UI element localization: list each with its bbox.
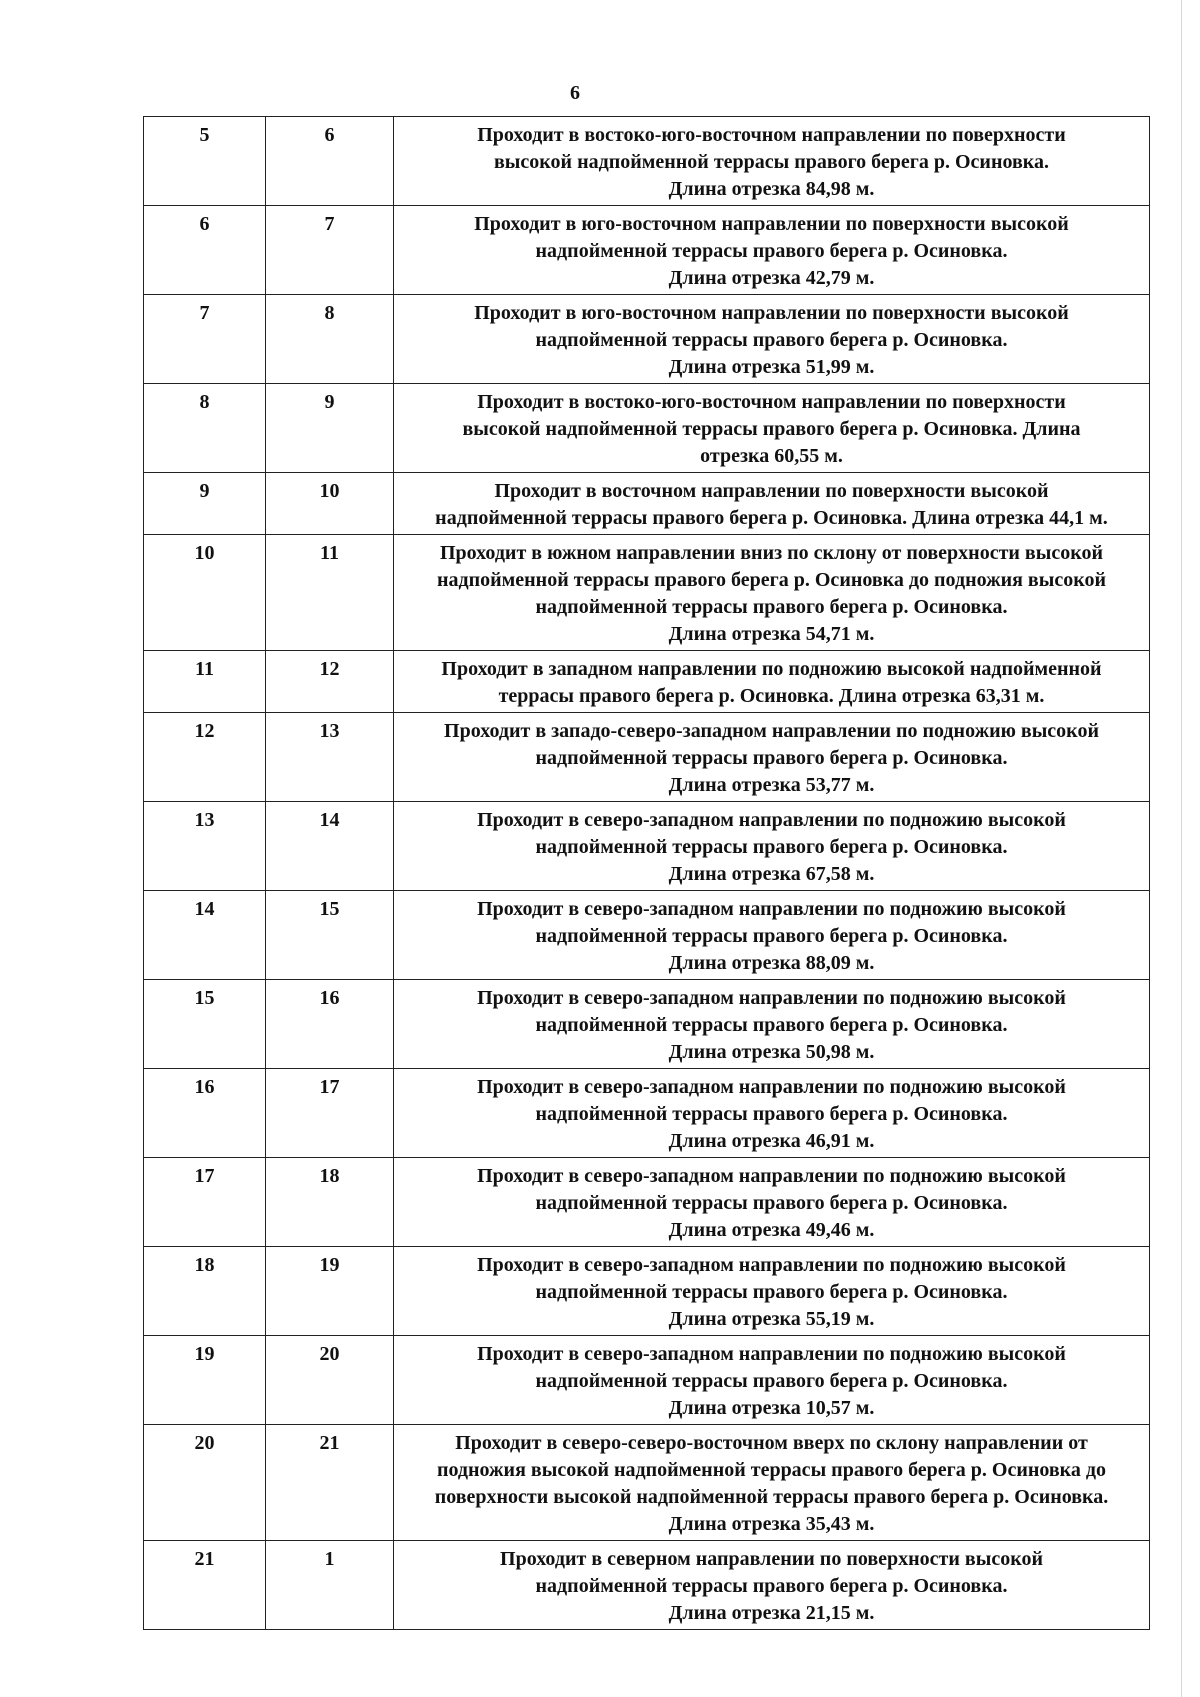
start-point-cell: 8: [144, 384, 266, 473]
table-body: [144, 117, 1150, 1630]
segment-description-cell: [394, 473, 1150, 535]
table-row: [144, 891, 1150, 980]
description-line: Длина отрезка 84,98 м.: [668, 178, 875, 200]
start-point-cell: 6: [144, 206, 266, 295]
end-point-cell: 14: [266, 802, 394, 891]
description-line: высокой надпойменной террасы правого берега р. Осиновка.: [494, 151, 1049, 173]
segment-description-cell: [394, 384, 1150, 473]
table-row: [144, 117, 1150, 206]
start-point-cell: 21: [144, 1541, 266, 1630]
segment-description-cell: [394, 1158, 1150, 1247]
end-point-cell: 8: [266, 295, 394, 384]
table-row: [144, 1425, 1150, 1541]
start-point-cell: 14: [144, 891, 266, 980]
description-line: Длина отрезка 55,19 м.: [668, 1308, 875, 1330]
start-point-cell: 9: [144, 473, 266, 535]
description-line: Проходит в юго-восточном направлении по поверхности высокой: [474, 302, 1069, 324]
segment-description-cell: [394, 1336, 1150, 1425]
description-line: Длина отрезка 10,57 м.: [668, 1397, 875, 1419]
description-line: Проходит в южном направлении вниз по склону от поверхности высокой: [439, 542, 1104, 564]
start-point-cell: 17: [144, 1158, 266, 1247]
table-row: [144, 713, 1150, 802]
segment-description-cell: [394, 713, 1150, 802]
table-row: [144, 206, 1150, 295]
start-point-cell: 19: [144, 1336, 266, 1425]
description-line: Длина отрезка 67,58 м.: [668, 863, 875, 885]
description-line: надпойменной террасы правого берега р. Осиновка до подножия высокой: [436, 569, 1107, 591]
table-row: [144, 295, 1150, 384]
segment-description-cell: [394, 891, 1150, 980]
description-line: надпойменной террасы правого берега р. Осиновка.: [535, 1575, 1008, 1597]
description-line: Длина отрезка 21,15 м.: [668, 1602, 875, 1624]
start-point-cell: 5: [144, 117, 266, 206]
end-point-cell: 6: [266, 117, 394, 206]
end-point-cell: 12: [266, 651, 394, 713]
description-line: Проходит в северо-западном направлении по подножию высокой: [477, 1076, 1066, 1098]
end-point-cell: 1: [266, 1541, 394, 1630]
boundary-description-table: [143, 116, 1150, 1630]
start-point-cell: 16: [144, 1069, 266, 1158]
description-line: надпойменной террасы правого берега р. Осиновка.: [535, 1281, 1008, 1303]
segment-description-cell: [394, 1541, 1150, 1630]
segment-description-cell: [394, 1247, 1150, 1336]
description-line: Длина отрезка 51,99 м.: [668, 356, 875, 378]
description-line: надпойменной террасы правого берега р. Осиновка.: [535, 836, 1008, 858]
segment-description-cell: [394, 117, 1150, 206]
description-line: поверхности высокой надпойменной террасы правого берега р. Осиновка.: [434, 1486, 1109, 1508]
segment-description-cell: [394, 802, 1150, 891]
table-row: [144, 384, 1150, 473]
end-point-cell: 18: [266, 1158, 394, 1247]
description-line: Длина отрезка 53,77 м.: [668, 774, 875, 796]
end-point-cell: 7: [266, 206, 394, 295]
description-line: отрезка 60,55 м.: [700, 445, 843, 467]
end-point-cell: 15: [266, 891, 394, 980]
description-line: надпойменной террасы правого берега р. Осиновка.: [535, 747, 1008, 769]
end-point-cell: 16: [266, 980, 394, 1069]
description-line: Проходит в западо-северо-западном направлении по подножию высокой: [444, 720, 1099, 742]
page-number: 6: [570, 82, 580, 104]
end-point-cell: 9: [266, 384, 394, 473]
description-line: надпойменной террасы правого берега р. Осиновка.: [535, 1192, 1008, 1214]
description-line: Проходит в востоко-юго-восточном направлении по поверхности: [477, 124, 1066, 146]
description-line: Проходит в северо-западном направлении по подножию высокой: [477, 987, 1066, 1009]
table-row: [144, 1158, 1150, 1247]
start-point-cell: 7: [144, 295, 266, 384]
segment-description-cell: [394, 535, 1150, 651]
start-point-cell: 12: [144, 713, 266, 802]
start-point-cell: 13: [144, 802, 266, 891]
start-point-cell: 20: [144, 1425, 266, 1541]
description-line: надпойменной террасы правого берега р. Осиновка.: [535, 1014, 1008, 1036]
table-row: [144, 802, 1150, 891]
description-line: надпойменной террасы правого берега р. Осиновка.: [535, 596, 1008, 618]
description-line: Проходит в юго-восточном направлении по поверхности высокой: [474, 213, 1069, 235]
description-line: Проходит в северо-западном направлении по подножию высокой: [477, 898, 1066, 920]
description-line: Проходит в восточном направлении по поверхности высокой: [494, 480, 1049, 502]
description-line: надпойменной террасы правого берега р. Осиновка.: [535, 1370, 1008, 1392]
table-row: [144, 980, 1150, 1069]
description-line: Проходит в западном направлении по подножию высокой надпойменной: [441, 658, 1102, 680]
start-point-cell: 18: [144, 1247, 266, 1336]
description-line: высокой надпойменной террасы правого берега р. Осиновка. Длина: [462, 418, 1081, 440]
table-row: [144, 1541, 1150, 1630]
description-line: подножия высокой надпойменной террасы правого берега р. Осиновка до: [436, 1459, 1107, 1481]
description-line: Длина отрезка 54,71 м.: [668, 623, 875, 645]
scan-edge-line: [1181, 0, 1182, 1697]
end-point-cell: 13: [266, 713, 394, 802]
segment-description-cell: [394, 1425, 1150, 1541]
table-row: [144, 1247, 1150, 1336]
description-line: Длина отрезка 46,91 м.: [668, 1130, 875, 1152]
table-row: [144, 473, 1150, 535]
description-line: Проходит в северо-западном направлении по подножию высокой: [477, 1165, 1066, 1187]
segment-description-cell: [394, 651, 1150, 713]
segment-description-cell: [394, 295, 1150, 384]
description-line: террасы правого берега р. Осиновка. Длина отрезка 63,31 м.: [498, 685, 1045, 707]
end-point-cell: 10: [266, 473, 394, 535]
description-line: надпойменной террасы правого берега р. Осиновка.: [535, 925, 1008, 947]
description-line: Длина отрезка 42,79 м.: [668, 267, 875, 289]
description-line: Проходит в северо-западном направлении по подножию высокой: [477, 809, 1066, 831]
description-line: Длина отрезка 50,98 м.: [668, 1041, 875, 1063]
start-point-cell: 15: [144, 980, 266, 1069]
start-point-cell: 10: [144, 535, 266, 651]
end-point-cell: 21: [266, 1425, 394, 1541]
description-line: Длина отрезка 88,09 м.: [668, 952, 875, 974]
description-line: Длина отрезка 49,46 м.: [668, 1219, 875, 1241]
segment-description-cell: [394, 980, 1150, 1069]
description-line: Проходит в северном направлении по поверхности высокой: [500, 1548, 1043, 1570]
description-line: надпойменной террасы правого берега р. Осиновка.: [535, 240, 1008, 262]
segment-description-cell: [394, 206, 1150, 295]
description-line: Проходит в востоко-юго-восточном направлении по поверхности: [477, 391, 1066, 413]
description-line: Длина отрезка 35,43 м.: [668, 1513, 875, 1535]
end-point-cell: 20: [266, 1336, 394, 1425]
end-point-cell: 19: [266, 1247, 394, 1336]
description-line: надпойменной террасы правого берега р. Осиновка.: [535, 329, 1008, 351]
table-row: [144, 1336, 1150, 1425]
description-line: Проходит в северо-западном направлении по подножию высокой: [477, 1254, 1066, 1276]
description-line: Проходит в северо-северо-восточном вверх по склону направлении от: [455, 1432, 1088, 1454]
description-line: Проходит в северо-западном направлении по подножию высокой: [477, 1343, 1066, 1365]
table-row: [144, 535, 1150, 651]
description-line: надпойменной террасы правого берега р. Осиновка.: [535, 1103, 1008, 1125]
table-row: [144, 1069, 1150, 1158]
end-point-cell: 17: [266, 1069, 394, 1158]
description-line: надпойменной террасы правого берега р. Осиновка. Длина отрезка 44,1 м.: [435, 507, 1108, 529]
segment-description-cell: [394, 1069, 1150, 1158]
end-point-cell: 11: [266, 535, 394, 651]
start-point-cell: 11: [144, 651, 266, 713]
table-row: [144, 651, 1150, 713]
